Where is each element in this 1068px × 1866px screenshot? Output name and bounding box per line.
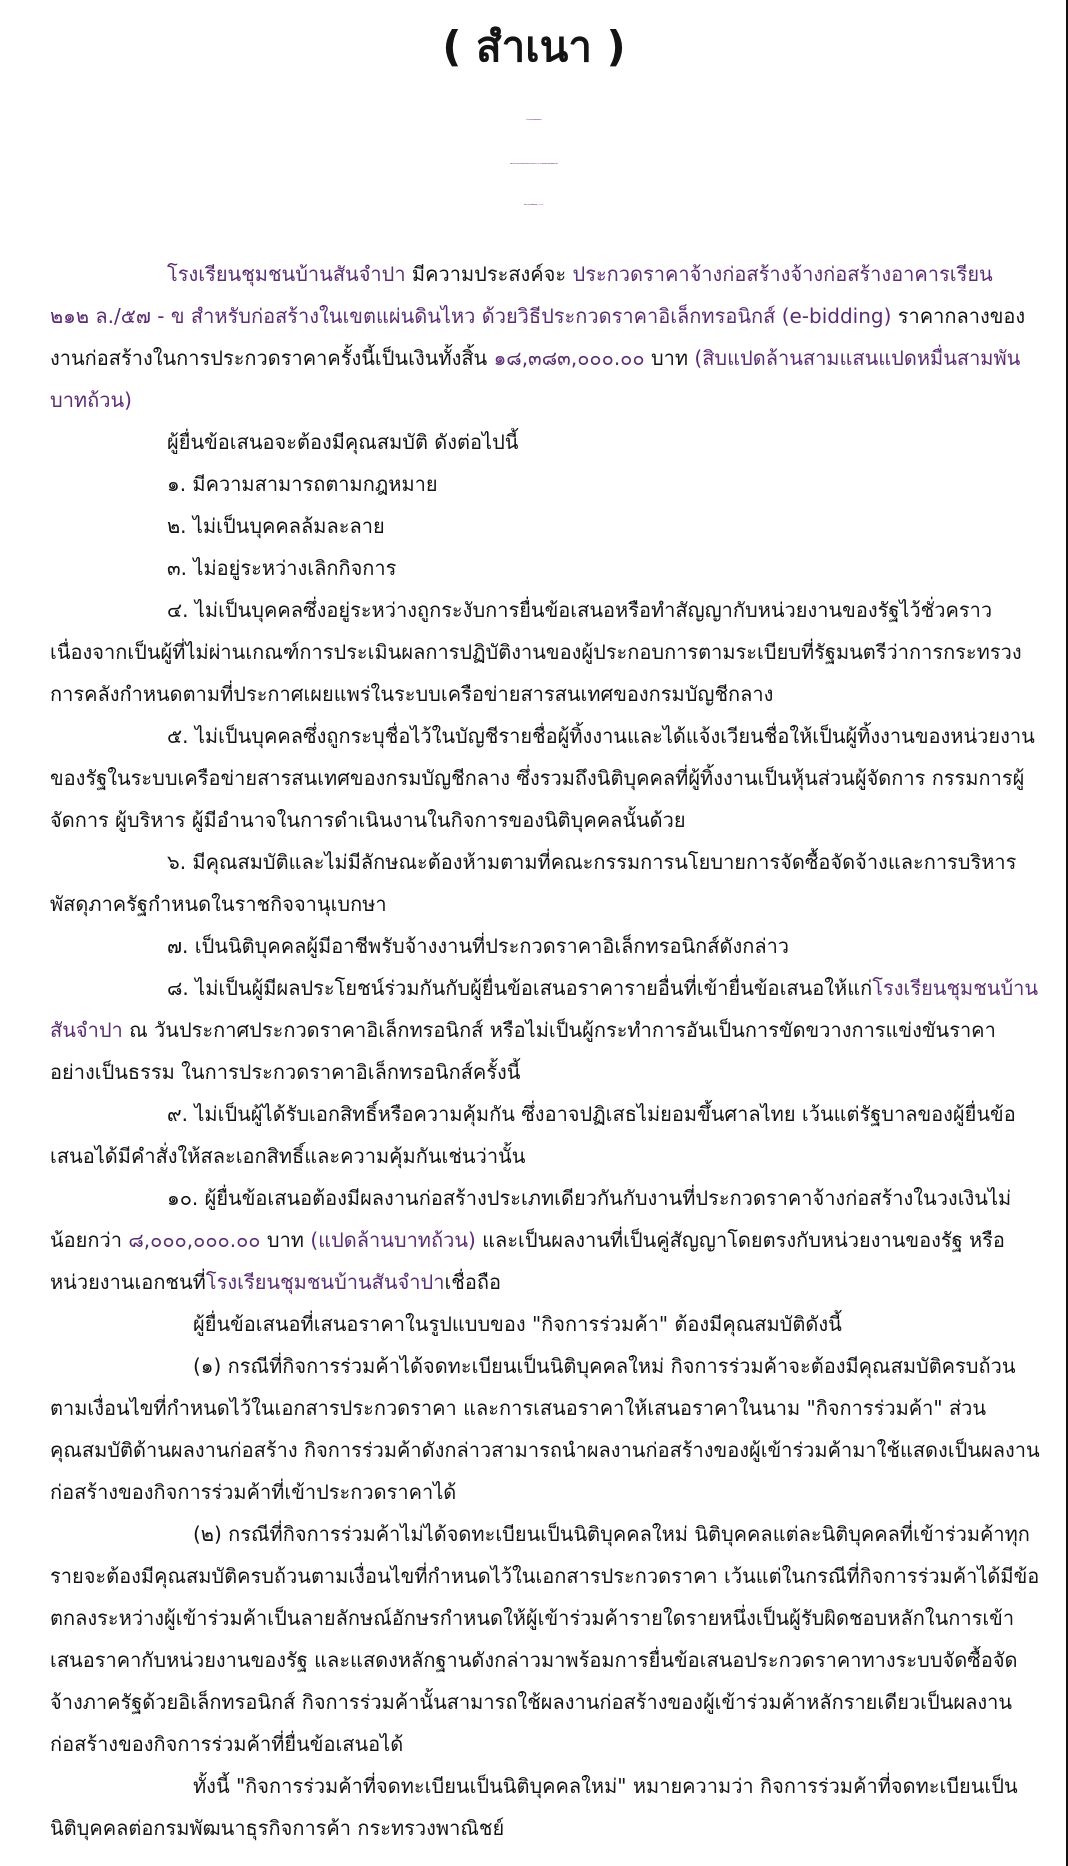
item-8-line-1: ๘. ไม่เป็นผู้มีผลประโยชน์ร่วมกันกับผู้ยื่นข้อเสนอราคารายอื่นที่เข้ายื่นข้อเสนอให้แก่โรงเรียนชุมชนบ้าน bbox=[167, 976, 1039, 1000]
item-5-line-2: ของรัฐในระบบเครือข่ายสารสนเทศของกรมบัญชีกลาง ซึ่งรวมถึงนิติบุคคลที่ผู้ทิ้งงานเป็นหุ้นส่วนผู้จัดการ กรรมการผู้ bbox=[50, 766, 1025, 790]
project-name: ประกวดราคาจ้างก่อสร้างจ้างก่อสร้างอาคารเรียน bbox=[572, 262, 993, 286]
announcer-title: ประกาศโรงเรียนชุมชนบ้านสันจำปา bbox=[526, 120, 542, 121]
qualification-intro: ผู้ยื่นข้อเสนอจะต้องมีคุณสมบัติ ดังต่อไปนี้ bbox=[167, 430, 519, 454]
item-7: ๗. เป็นนิติบุคคลผู้มีอาชีพรับจ้างงานที่ประกวดราคาอิเล็กทรอนิกส์ดังกล่าว bbox=[167, 934, 790, 958]
item-10-line-1: ๑๐. ผู้ยื่นข้อเสนอต้องมีผลงานก่อสร้างประเภทเดียวกันกับงานที่ประกวดราคาจ้างก่อสร้างในวงเงินไม่ bbox=[167, 1186, 1012, 1210]
jv-case-1-line-1: (๑) กรณีที่กิจการร่วมค้าได้จดทะเบียนเป็นนิติบุคคลใหม่ กิจการร่วมค้าจะต้องมีคุณสมบัติครบถ้วน bbox=[193, 1354, 1016, 1378]
item-6-line-1: ๖. มีคุณสมบัติและไม่มีลักษณะต้องห้ามตามที่คณะกรรมการนโยบายการจัดซื้อจัดจ้างและการบริหาร bbox=[167, 850, 1017, 874]
item-4-line-3: การคลังกำหนดตามที่ประกาศเผยแพร่ในระบบเครือข่ายสารสนเทศของกรมบัญชีกลาง bbox=[50, 682, 774, 706]
min-work-value: ๘,๐๐๐,๐๐๐.๐๐ bbox=[128, 1228, 261, 1252]
jv-case-1-line-3: คุณสมบัติด้านผลงานก่อสร้าง กิจการร่วมค้าดังกล่าวสามารถนำผลงานก่อสร้างของผู้เข้าร่วมค้ามาใช้แสดงเป็นผลงาน bbox=[50, 1438, 1040, 1462]
subject-line-1 bbox=[0, 150, 1068, 180]
jv-definition-line-1: ทั้งนี้ "กิจการร่วมค้าที่จดทะเบียนเป็นนิติบุคคลใหม่" หมายความว่า กิจการร่วมค้าที่จดทะเบียนเป็น bbox=[193, 1774, 1018, 1798]
median-price: ๑๘,๓๘๓,๐๐๐.๐๐ bbox=[493, 346, 645, 370]
item-9-line-1: ๙. ไม่เป็นผู้ได้รับเอกสิทธิ์หรือความคุ้มกัน ซึ่งอาจปฏิเสธไม่ยอมขึ้นศาลไทย เว้นแต่รัฐบาลของผู้ยื่นข้อ bbox=[167, 1102, 1016, 1126]
jv-case-2-line-5: จ้างภาครัฐด้วยอิเล็กทรอนิกส์ กิจการร่วมค้านั้นสามารถใช้ผลงานก่อสร้างของผู้เข้าร่วมค้าหลักรายเดียวเป็นผลงาน bbox=[50, 1690, 1013, 1714]
item-2: ๒. ไม่เป็นบุคคลล้มละลาย bbox=[167, 514, 385, 538]
intro-line-2: ๒๑๒ ล./๕๗ - ข สำหรับก่อสร้างในเขตแผ่นดินไหว ด้วยวิธีประกวดราคาอิเล็กทรอนิกส์ (e-bidding) ราคากลางของ bbox=[50, 304, 1026, 328]
item-8-line-3: อย่างเป็นธรรม ในการประกวดราคาอิเล็กทรอนิกส์ครั้งนี้ bbox=[50, 1060, 521, 1084]
jv-case-2-line-3: ตกลงระหว่างผู้เข้าร่วมค้าเป็นลายลักษณ์อักษรกำหนดให้ผู้เข้าร่วมค้ารายใดรายหนึ่งเป็นผู้รับผิดชอบหลักในการเข้า bbox=[50, 1606, 1015, 1630]
subject-prefix: เรื่อง bbox=[510, 164, 513, 165]
item-5-line-1: ๕. ไม่เป็นบุคคลซึ่งถูกระบุชื่อไว้ในบัญชีรายชื่อผู้ทิ้งงานและได้แจ้งเวียนชื่อให้เป็นผู้ทิ้งงานของหน่วยงาน bbox=[167, 724, 1035, 748]
school-name: โรงเรียนชุมชนบ้านสันจำปา bbox=[167, 262, 406, 286]
intro-line-4: บาทถ้วน) bbox=[50, 388, 132, 412]
jv-case-1-line-2: ตามเงื่อนไขที่กำหนดไว้ในเอกสารประกวดราคา และการเสนอราคาให้เสนอราคาในนาม "กิจการร่วมค้า" ส่วน bbox=[50, 1396, 987, 1420]
jv-case-2-line-1: (๒) กรณีที่กิจการร่วมค้าไม่ได้จดทะเบียนเป็นนิติบุคคลใหม่ นิติบุคคลแต่ละนิติบุคคลที่เข้าร่วมค้าทุก bbox=[193, 1522, 1030, 1546]
item-4-line-1: ๔. ไม่เป็นบุคคลซึ่งอยู่ระหว่างถูกระงับการยื่นข้อเสนอหรือทำสัญญากับหน่วยงานของรัฐไว้ชั่วคราว bbox=[167, 598, 993, 622]
jv-definition-line-2: นิติบุคคลต่อกรมพัฒนาธุรกิจการค้า กระทรวงพาณิชย์ bbox=[50, 1816, 505, 1840]
median-price-words: (สิบแปดล้านสามแสนแปดหมื่นสามพัน bbox=[694, 346, 1021, 370]
intro-line-3: งานก่อสร้างในการประกวดราคาครั้งนี้เป็นเงินทั้งสิ้น ๑๘,๓๘๓,๐๐๐.๐๐ บาท (สิบแปดล้านสามแสนแปดหมื่นสามพัน bbox=[50, 346, 1021, 370]
item-10-line-2: น้อยกว่า ๘,๐๐๐,๐๐๐.๐๐ บาท (แปดล้านบาทถ้วน) และเป็นผลงานที่เป็นคู่สัญญาโดยตรงกับหน่วยงานของรัฐ หรือ bbox=[50, 1228, 1005, 1252]
item-9-line-2: เสนอได้มีคำสั่งให้สละเอกสิทธิ์และความคุ้มกันเช่นว่านั้น bbox=[50, 1144, 526, 1168]
jv-case-2-line-6: ก่อสร้างของกิจการร่วมค้าที่ยื่นข้อเสนอได้ bbox=[50, 1732, 404, 1756]
jv-case-2-line-4: เสนอราคากับหน่วยงานของรัฐ และแสดงหลักฐานดังกล่าวมาพร้อมการยื่นข้อเสนอประกวดราคาทางระบบจัดซื้อจัด bbox=[50, 1648, 1018, 1672]
item-10-line-3: หน่วยงานเอกชนที่โรงเรียนชุมชนบ้านสันจำปาเชื่อถือ bbox=[50, 1270, 501, 1294]
jv-case-2-line-2: รายจะต้องมีคุณสมบัติครบถ้วนตามเงื่อนไขที่กำหนดไว้ในเอกสารประกวดราคา เว้นแต่ในกรณีที่กิจการร่วมค้าได้มีข้อ bbox=[50, 1564, 1040, 1588]
jv-intro: ผู้ยื่นข้อเสนอที่เสนอราคาในรูปแบบของ "กิจการร่วมค้า" ต้องมีคุณสมบัติดังนี้ bbox=[193, 1312, 842, 1336]
item-8-line-2: สันจำปา ณ วันประกาศประกวดราคาอิเล็กทรอนิกส์ หรือไม่เป็นผู้กระทำการอันเป็นการขัดขวางการแข่งขันราคา bbox=[50, 1018, 996, 1042]
subject-line-2: วิธีประกวดราคาอิเล็กทรอนิกส์ (e-bidding) bbox=[524, 205, 544, 206]
item-1: ๑. มีความสามารถตามกฎหมาย bbox=[167, 472, 438, 496]
subject-text-1: ประกวดราคาจ้างก่อสร้างจ้างก่อสร้างอาคารเรียน ๒๑๒ ล./๕๗ - ข สำหรับก่อสร้างในเขตแผ่นดินไหว ด้วย bbox=[512, 164, 558, 165]
copy-mark: ( สำเนา ) bbox=[442, 22, 626, 71]
item-5-line-3: จัดการ ผู้บริหาร ผู้มีอำนาจในการดำเนินงานในกิจการของนิติบุคคลนั้นด้วย bbox=[50, 808, 686, 832]
item-6-line-2: พัสดุภาครัฐกำหนดในราชกิจจานุเบกษา bbox=[50, 892, 387, 916]
jv-case-1-line-4: ก่อสร้างของกิจการร่วมค้าที่เข้าประกวดราคาได้ bbox=[50, 1480, 457, 1504]
item-3: ๓. ไม่อยู่ระหว่างเลิกกิจการ bbox=[167, 556, 397, 580]
item-4-line-2: เนื่องจากเป็นผู้ที่ไม่ผ่านเกณฑ์การประเมินผลการปฏิบัติงานของผู้ประกอบการตามระเบียบที่รัฐมนตรีว่าการกระทรวง bbox=[50, 640, 1022, 664]
intro-line-1: โรงเรียนชุมชนบ้านสันจำปา มีความประสงค์จะ ประกวดราคาจ้างก่อสร้างจ้างก่อสร้างอาคารเรียน bbox=[167, 262, 993, 286]
